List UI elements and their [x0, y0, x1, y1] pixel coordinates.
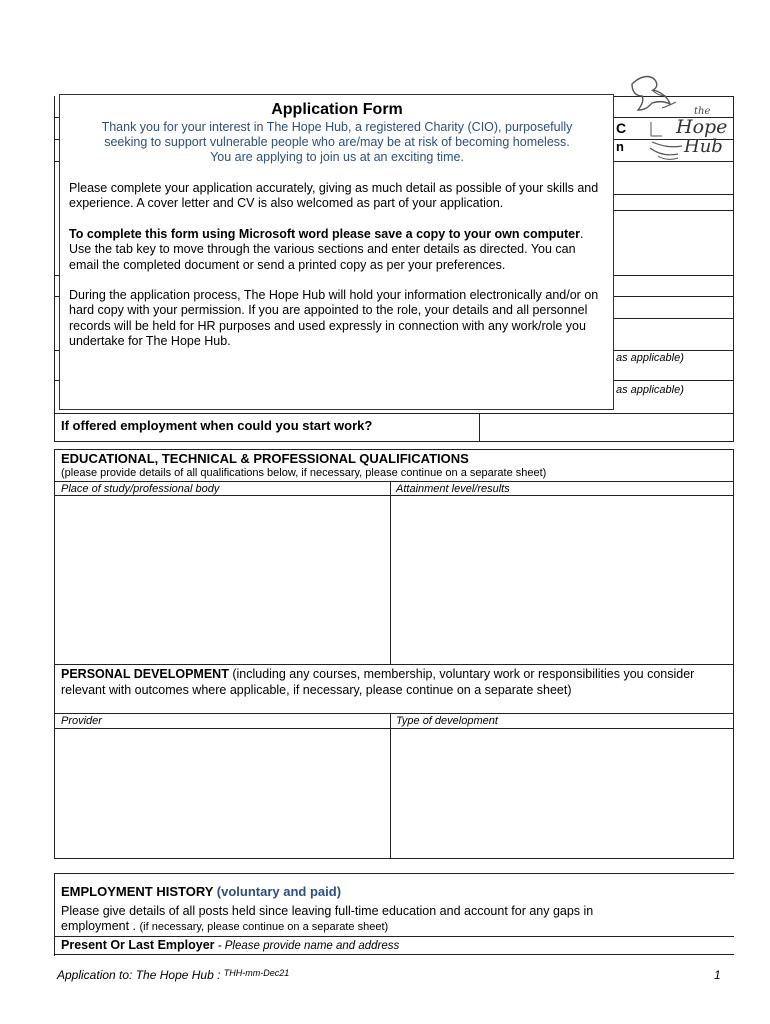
footer-application-to: Application to: The Hope Hub : $^{THH-mm-Dec21}$: [57, 968, 290, 982]
logo-hub-text: Hub: [684, 136, 723, 157]
intro-line-3: You are applying to join us at an exciting time.: [210, 150, 464, 164]
qualifications-title: EDUCATIONAL, TECHNICAL & PROFESSIONAL QUALIFICATIONS: [61, 451, 469, 466]
as-applicable-fragment-2: as applicable): [616, 384, 684, 396]
footer-page-number: 1: [714, 968, 721, 982]
logo-hope-text: Hope: [676, 116, 728, 138]
footer-code: THH-mm-Dec21: [223, 968, 290, 978]
qualifications-col-place: Place of study/professional body: [61, 483, 220, 495]
qualifications-note: (please provide details of all qualifications below, if necessary, please continue on a separate sheet): [61, 467, 547, 479]
employment-history-line-2: employment . (if necessary, please continue on a separate sheet): [61, 919, 389, 933]
start-work-answer-field[interactable]: [480, 414, 733, 441]
present-employer-instruction: - Please provide name and address: [214, 940, 400, 952]
as-applicable-fragment-1: as applicable): [616, 352, 684, 364]
personal-development-title: PERSONAL DEVELOPMENT: [61, 667, 229, 681]
qualifications-attainment-field[interactable]: [391, 496, 733, 663]
employment-history-subtitle: (voluntary and paid): [216, 884, 342, 899]
personal-development-type-field[interactable]: [391, 729, 733, 857]
intro-line-1: Thank you for your interest in The Hope Hub, a registered Charity (CIO), purposefully: [101, 120, 573, 134]
employment-history-note: (if necessary, please continue on a separate sheet): [139, 921, 389, 933]
hope-hub-logo: [622, 70, 732, 170]
application-info-popup: [59, 94, 614, 410]
privacy-paragraph: During the application process, The Hope Hub will hold your information electronically and/or on hard copy with your permission. If you are appointed to the role, your details and all personnel records will be held for HR purposes and used expressly in connection with any work/role you undertake for The Hope Hub.: [69, 288, 599, 349]
employment-history-heading: [61, 884, 341, 899]
personal-development-description: (including any courses, membership, voluntary work or responsibilities you consider relevant with outcomes where applicable, if necessary, please continue on a separate sheet): [61, 667, 695, 697]
employment-history-line-1: Please give details of all posts held since leaving full-time education and account for any gaps in: [61, 904, 594, 918]
qualifications-col-attainment: Attainment level/results: [396, 483, 510, 495]
instructions-bold-text: To complete this form using Microsoft word please save a copy to your own computer: [69, 226, 580, 241]
start-work-question: If offered employment when could you start work?: [61, 418, 373, 433]
employment-history-title: EMPLOYMENT HISTORY: [61, 884, 214, 899]
popup-intro: [69, 120, 605, 165]
personal-development-provider-field[interactable]: [55, 729, 389, 857]
qualifications-place-field[interactable]: [55, 496, 389, 663]
header-fragment-c: C: [616, 120, 627, 136]
intro-line-2: seeking to support vulnerable people who are/may be at risk of becoming homeless.: [104, 135, 570, 149]
personal-development-col-type: Type of development: [396, 715, 498, 727]
employment-history-instructions: [61, 904, 593, 935]
popup-title: Application Form: [271, 101, 403, 118]
personal-development-heading: [61, 666, 726, 698]
instructions-paragraph-1: Please complete your application accurately, giving as much detail as possible of your skills and experience. A cover letter and CV is also welcomed as part of your application.: [69, 181, 599, 211]
logo-the-text: the: [694, 106, 711, 117]
header-fragment-n: n: [616, 139, 624, 154]
instructions-paragraph-2: [69, 227, 605, 273]
present-employer-label: [61, 938, 399, 952]
personal-development-col-provider: Provider: [61, 715, 102, 727]
instructions-rest-text: . Use the tab key to move through the various sections and enter details as directed. You can email the completed document or send a printed copy as per your preferences.: [69, 226, 584, 272]
present-employer-title: Present Or Last Employer: [61, 938, 215, 952]
